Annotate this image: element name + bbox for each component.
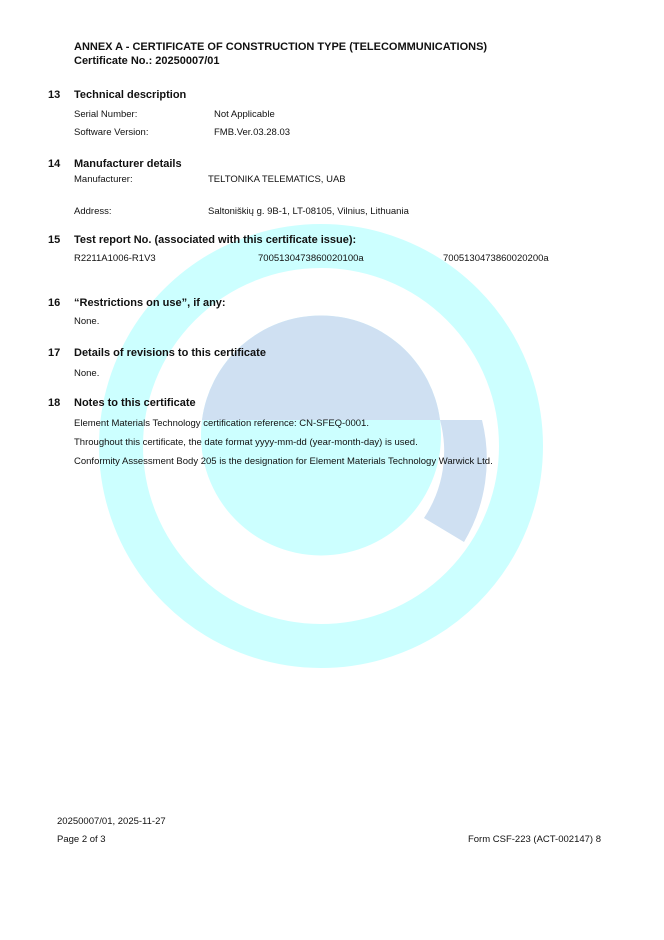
section-13-number: 13	[48, 89, 61, 101]
serial-number-value: Not Applicable	[214, 109, 275, 120]
test-report-3: 7005130473860020200a	[443, 253, 549, 264]
section-17-number: 17	[48, 347, 61, 359]
software-version-value: FMB.Ver.03.28.03	[214, 127, 291, 138]
certificate-number: Certificate No.: 20250007/01	[74, 55, 220, 67]
section-13-heading: Technical description	[74, 89, 187, 101]
address-value: Saltoniškių g. 9B-1, LT-08105, Vilnius, Lithuania	[208, 206, 409, 217]
note-item: Throughout this certificate, the date format yyyy-mm-dd (year-month-day) is used.	[74, 437, 418, 448]
manufacturer-label: Manufacturer:	[74, 174, 133, 185]
note-item: Conformity Assessment Body 205 is the designation for Element Materials Technology Warwick Ltd.	[74, 456, 493, 467]
revisions-text: None.	[74, 368, 100, 379]
watermark-blue-arc	[202, 315, 440, 420]
section-15-number: 15	[48, 234, 61, 246]
address-label: Address:	[74, 206, 112, 217]
footer-page-number: Page 2 of 3	[57, 834, 106, 845]
footer-ref-date: 20250007/01, 2025-11-27	[57, 816, 166, 827]
manufacturer-value: TELTONIKA TELEMATICS, UAB	[208, 174, 346, 185]
note-item: Element Materials Technology certification reference: CN-SFEQ-0001.	[74, 418, 369, 429]
serial-number-label: Serial Number:	[74, 109, 138, 120]
restrictions-text: None.	[74, 316, 100, 327]
test-report-1: R2211A1006-R1V3	[74, 253, 156, 264]
section-18-heading: Notes to this certificate	[74, 397, 196, 409]
footer-form-id: Form CSF-223 (ACT-002147) 8	[467, 834, 601, 845]
section-16-number: 16	[48, 297, 61, 309]
section-16-heading: “Restrictions on use”, if any:	[74, 297, 226, 309]
section-18-number: 18	[48, 397, 61, 409]
section-17-heading: Details of revisions to this certificate	[74, 347, 266, 359]
annex-title: ANNEX A - CERTIFICATE OF CONSTRUCTION TYPE (TELECOMMUNICATIONS)	[74, 41, 488, 53]
section-14-number: 14	[48, 158, 61, 170]
software-version-label: Software Version:	[74, 127, 149, 138]
section-15-heading: Test report No. (associated with this certificate issue):	[74, 234, 357, 246]
section-14-heading: Manufacturer details	[74, 158, 182, 170]
test-report-2: 7005130473860020100a	[258, 253, 364, 264]
